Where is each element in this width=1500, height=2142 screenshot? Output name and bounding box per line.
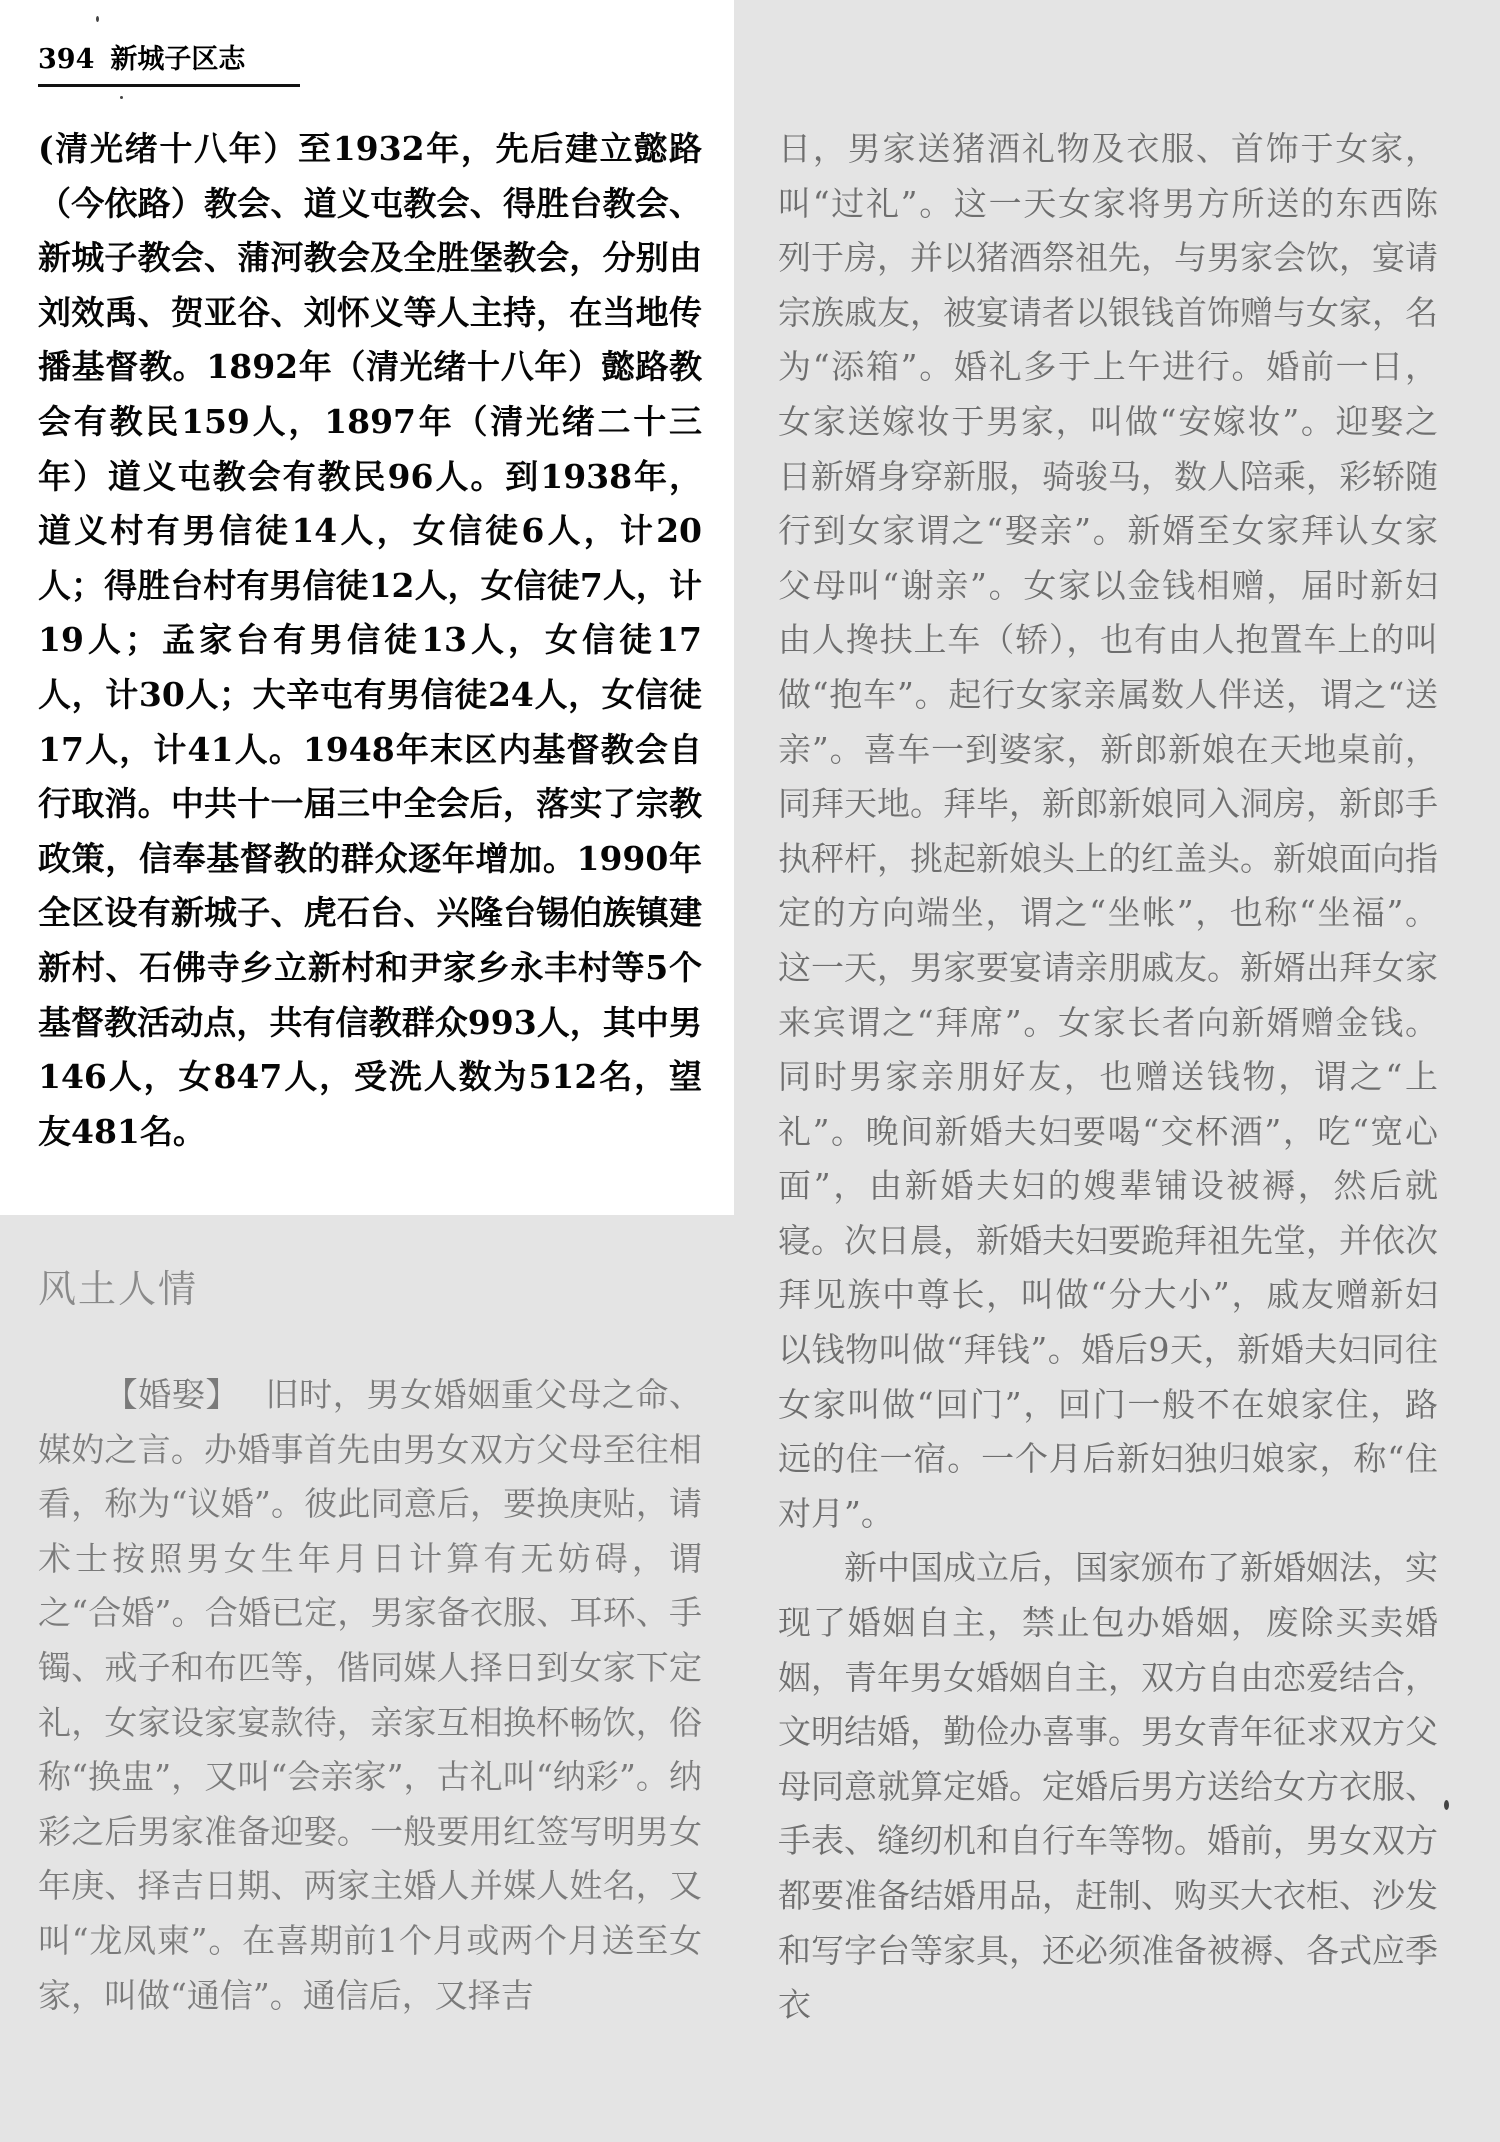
- scan-speck: [120, 96, 123, 99]
- marriage-heading: 【婚娶】: [104, 1375, 240, 1414]
- page-header: [38, 40, 300, 87]
- new-china-marriage-paragraph: 新中国成立后，国家颁布了新婚姻法，实现了婚姻自主，禁止包办婚姻，废除买卖婚姻，青年男女婚姻自主，双方自由恋爱结合，文明结婚，勤俭办喜事。男女青年征求双方父母同意就算定婚。定婚后男方送给女方衣服、手表、缝纫机和自行车等物。婚前，男女双方都要准备结婚用品，赶制、购买大衣柜、沙发和写字台等家具，还必须准备被褥、各式应季衣: [778, 1548, 1438, 2025]
- right-column-text: [778, 122, 1438, 2033]
- section-title: 风土人情: [38, 1267, 199, 1311]
- scan-speck: [1444, 1800, 1449, 1810]
- page-number: 394: [38, 44, 95, 75]
- book-title: 新城子区志: [110, 44, 246, 75]
- marriage-text: 旧时，男女婚姻重父母之命、媒妁之言。办婚事首先由男女双方父母至往相看，称为“议婚”。彼此同意后，要换庚贴，请术士按照男女生年月日计算有无妨碍，谓之“合婚”。合婚已定，男家备衣服、耳环、手镯、戒子和布匹等，偕同媒人择日到女家下定礼，女家设家宴款待，亲家互相换杯畅饮，俗称“换盅”，又叫“会亲家”，古礼叫“纳彩”。纳彩之后男家准备迎娶。一般要用红签写明男女年庚、择吉日期、两家主婚人并媒人姓名，又叫“龙凤柬”。在喜期前1个月或两个月送至女家，叫做“通信”。通信后，又择吉: [38, 1375, 703, 2015]
- christianity-paragraph: (清光绪十八年）至1932年，先后建立懿路（今依路）教会、道义屯教会、得胜台教会、新城子教会、蒲河教会及全胜堡教会，分别由刘效禹、贺亚谷、刘怀义等人主持，在当地传播基督教。1892年（清光绪十八年）懿路教会有教民159人，1897年（清光绪二十三年）道义屯教会有教民96人。到1938年，道义村有男信徒14人，女信徒6人，计20人；得胜台村有男信徒12人，女信徒7人，计19人；孟家台有男信徒13人，女信徒17人，计30人；大辛屯有男信徒24人，女信徒17人，计41人。1948年末区内基督教会自行取消。中共十一届三中全会后，落实了宗教政策，信奉基督教的群众逐年增加。1990年全区设有新城子、虎石台、兴隆台锡伯族镇建新村、石佛寺乡立新村和尹家乡永丰村等5个基督教活动点，共有信教群众993人，其中男146人，女847人，受洗人数为512名，望友481名。: [38, 129, 702, 1151]
- wedding-customs-paragraph: 日，男家送猪酒礼物及衣服、首饰于女家，叫“过礼”。这一天女家将男方所送的东西陈列于房，并以猪酒祭祖先，与男家会饮，宴请宗族戚友，被宴请者以银钱首饰赠与女家，名为“添箱”。婚礼多于上午进行。婚前一日，女家送嫁妆于男家，叫做“安嫁妆”。迎娶之日新婿身穿新服，骑骏马，数人陪乘，彩轿随行到女家谓之“娶亲”。新婿至女家拜认女家父母叫“谢亲”。女家以金钱相赠，届时新妇由人搀扶上车（轿），也有由人抱置车上的叫做“抱车”。起行女家亲属数人伴送，谓之“送亲”。喜车一到婆家，新郎新娘在天地桌前，同拜天地。拜毕，新郎新娘同入洞房，新郎手执秤杆，挑起新娘头上的红盖头。新娘面向指定的方向端坐，谓之“坐帐”，也称“坐福”。这一天，男家要宴请亲朋戚友。新婿出拜女家来宾谓之“拜席”。女家长者向新婿赠金钱。同时男家亲朋好友，也赠送钱物，谓之“上礼”。晚间新婚夫妇要喝“交杯酒”，吃“宽心面”，由新婚夫妇的嫂辈铺设被褥，然后就寝。次日晨，新婚夫妇要跪拜祖先堂，并依次拜见族中尊长，叫做“分大小”，戚友赠新妇以钱物叫做“拜钱”。婚后9天，新婚夫妇同往女家叫做“回门”，回门一般不在娘家住，路远的住一宿。一个月后新妇独归娘家，称“住对月”。: [778, 129, 1438, 1533]
- marriage-paragraph: [38, 1368, 702, 2023]
- scan-speck: [96, 16, 99, 22]
